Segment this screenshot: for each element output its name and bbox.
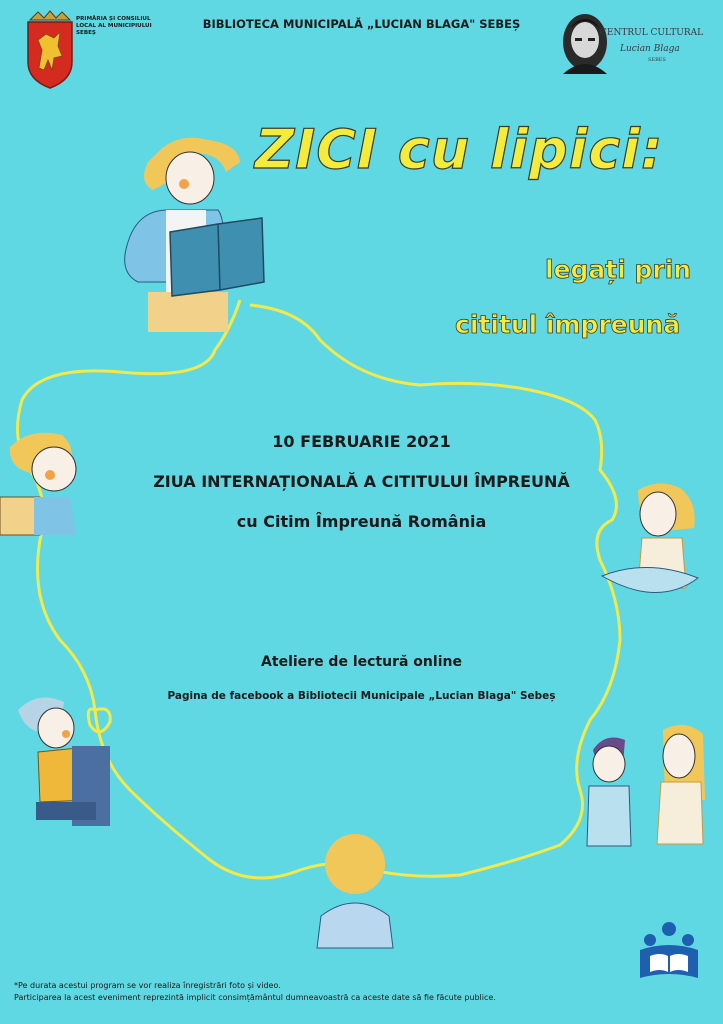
- footnote-consent: Participarea la acest eveniment reprezintă implicit consimțământul dumneavoastră ca aceste date să fie făcute publice.: [14, 993, 496, 1002]
- poster-subtitle-line1: legați prin: [545, 255, 692, 284]
- child-bottom-illustration: [315, 830, 395, 948]
- crest-line-2: LOCAL AL MUNICIPIULUI: [76, 23, 152, 29]
- child-desk-illustration: [8, 690, 118, 830]
- crest-line-3: SEBEȘ: [76, 30, 96, 36]
- header-title: BIBLIOTECA MUNICIPALĂ „LUCIAN BLAGA" SEBEȘ: [202, 17, 521, 31]
- workshops-label: Ateliere de lectură online: [261, 654, 462, 670]
- child-right-illustration: [598, 478, 708, 608]
- centru-logo-line1: CENTRUL CULTURAL: [600, 28, 704, 38]
- girl-reading-illustration: [108, 132, 268, 332]
- event-date: 10 FEBRUARIE 2021: [272, 432, 451, 451]
- poster-subtitle-line2: cititul împreună: [455, 310, 681, 339]
- facebook-page-line: Pagina de facebook a Bibliotecii Municipale „Lucian Blaga" Sebeș: [167, 690, 556, 702]
- two-children-illustration: [575, 720, 715, 850]
- footnote-recording: *Pe durata acestui program se vor realiza înregistrări foto și video.: [14, 981, 281, 990]
- reading-children-logo-icon: [636, 920, 702, 982]
- centru-logo-line2: Lucian Blaga: [620, 44, 680, 54]
- centru-logo-line3: SEBEȘ: [648, 57, 666, 63]
- poster-title: ZICI cu lipici:: [255, 118, 664, 181]
- event-partner: cu Citim Împreună România: [236, 512, 487, 531]
- crest-line-1: PRIMĂRIA ȘI CONSILIUL: [76, 16, 151, 22]
- event-day-name: ZIUA INTERNAȚIONALĂ A CITITULUI ÎMPREUNĂ: [153, 472, 570, 491]
